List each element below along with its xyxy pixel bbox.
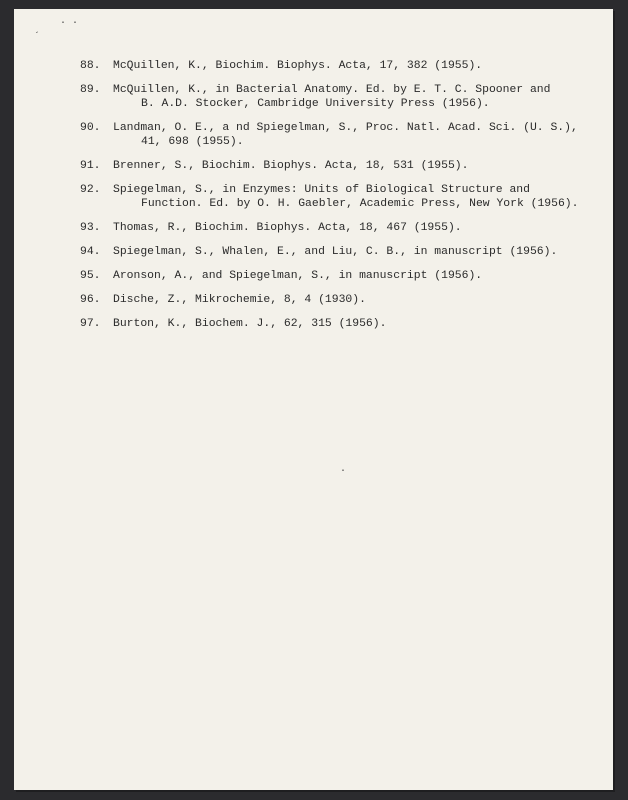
reference-line: 41, 698 (1955). bbox=[141, 136, 244, 148]
reference-entry bbox=[80, 245, 600, 259]
reference-entry bbox=[80, 121, 600, 149]
reference-entry bbox=[80, 83, 600, 111]
reference-number: 94. bbox=[80, 246, 101, 258]
reference-number: 88. bbox=[80, 60, 101, 72]
reference-number: 93. bbox=[80, 222, 101, 234]
reference-entry bbox=[80, 183, 600, 211]
reference-entry bbox=[80, 221, 600, 235]
stray-mark: · · bbox=[60, 18, 79, 29]
reference-line: Dische, Z., Mikrochemie, 8, 4 (1930). bbox=[113, 294, 366, 306]
reference-line: Spiegelman, S., Whalen, E., and Liu, C. B., in manuscript (1956). bbox=[113, 246, 558, 258]
reference-line: Thomas, R., Biochim. Biophys. Acta, 18, 467 (1955). bbox=[113, 222, 462, 234]
reference-number: 90. bbox=[80, 122, 101, 134]
reference-line: Function. Ed. by O. H. Gaebler, Academic Press, New York (1956). bbox=[141, 198, 579, 210]
reference-number: 91. bbox=[80, 160, 101, 172]
reference-line: Landman, O. E., a nd Spiegelman, S., Proc. Natl. Acad. Sci. (U. S.), bbox=[113, 122, 578, 134]
reference-text bbox=[113, 159, 600, 173]
reference-text bbox=[113, 245, 600, 259]
reference-entry bbox=[80, 293, 600, 307]
reference-entry bbox=[80, 159, 600, 173]
reference-text bbox=[113, 83, 600, 111]
reference-entry bbox=[80, 59, 600, 73]
stray-mark: ´ bbox=[34, 32, 41, 43]
reference-entry bbox=[80, 317, 600, 331]
reference-line: Brenner, S., Biochim. Biophys. Acta, 18, 531 (1955). bbox=[113, 160, 469, 172]
reference-number: 95. bbox=[80, 270, 101, 282]
stray-mark: · bbox=[340, 466, 347, 477]
reference-line: McQuillen, K., in Bacterial Anatomy. Ed. by E. T. C. Spooner and bbox=[113, 84, 551, 96]
reference-number: 96. bbox=[80, 294, 101, 306]
document-page bbox=[14, 9, 613, 790]
reference-text bbox=[113, 221, 600, 235]
reference-line: Spiegelman, S., in Enzymes: Units of Biological Structure and bbox=[113, 184, 530, 196]
reference-entry bbox=[80, 269, 600, 283]
reference-text bbox=[113, 269, 600, 283]
reference-text bbox=[113, 121, 600, 149]
reference-line: Aronson, A., and Spiegelman, S., in manuscript (1956). bbox=[113, 270, 483, 282]
reference-line: McQuillen, K., Biochim. Biophys. Acta, 17, 382 (1955). bbox=[113, 60, 483, 72]
reference-number: 92. bbox=[80, 184, 101, 196]
reference-text bbox=[113, 317, 600, 331]
reference-line: B. A.D. Stocker, Cambridge University Press (1956). bbox=[141, 98, 490, 110]
reference-number: 97. bbox=[80, 318, 101, 330]
reference-list bbox=[80, 59, 600, 341]
reference-number: 89. bbox=[80, 84, 101, 96]
reference-text bbox=[113, 59, 600, 73]
reference-text bbox=[113, 293, 600, 307]
reference-text bbox=[113, 183, 600, 211]
reference-line: Burton, K., Biochem. J., 62, 315 (1956). bbox=[113, 318, 387, 330]
